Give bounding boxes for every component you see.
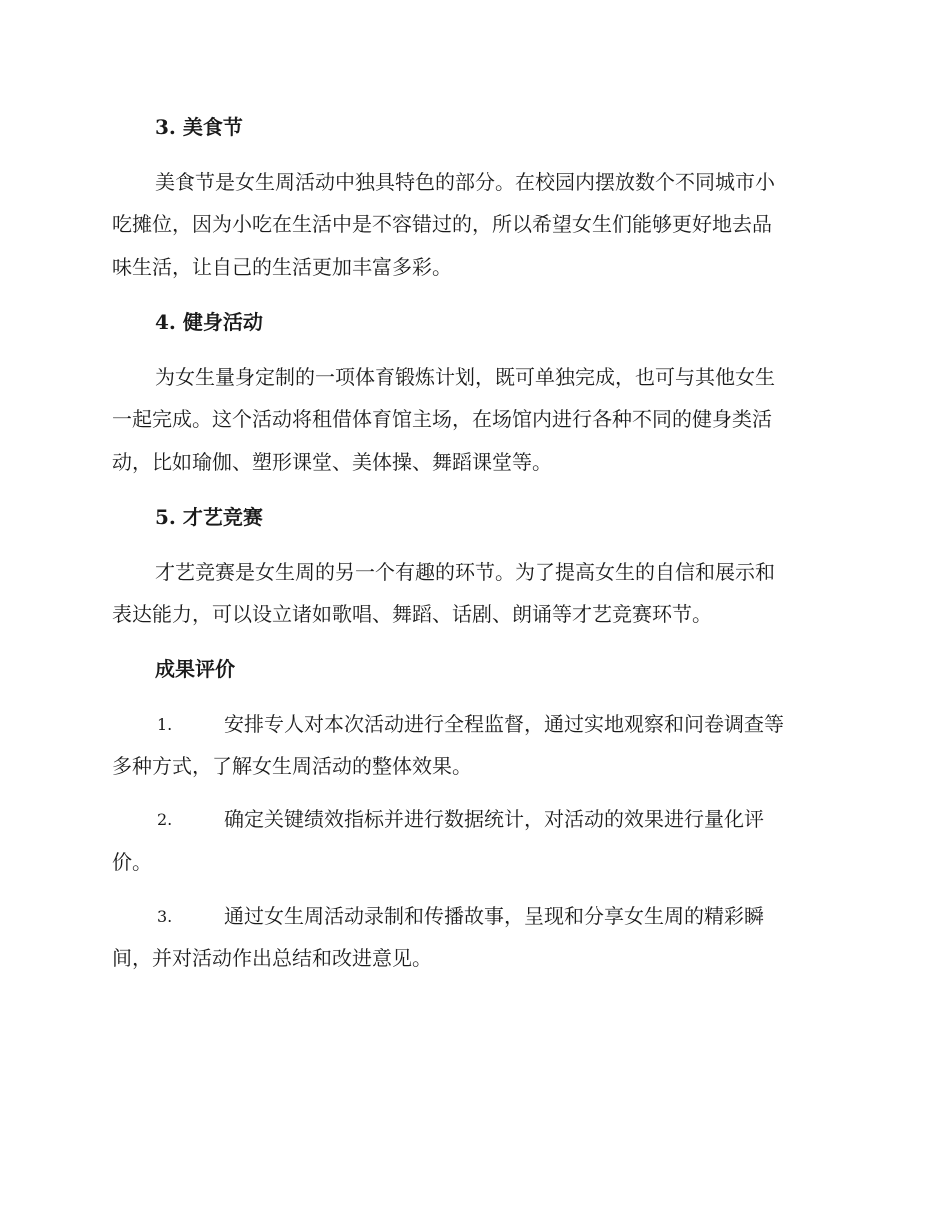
- list-item-line: 通过女生周活动录制和传播故事，呈现和分享女生周的精彩瞬: [224, 904, 764, 928]
- paragraph-line: 味生活，让自己的生活更加丰富多彩。: [112, 255, 452, 279]
- list-item-line: 价。: [112, 850, 152, 874]
- paragraph-line: 吃摊位，因为小吃在生活中是不容错过的，所以希望女生们能够更好地去品: [112, 212, 772, 236]
- list-item-number: 2.: [157, 810, 173, 829]
- paragraph-line: 才艺竞赛是女生周的另一个有趣的环节。为了提高女生的自信和展示和: [155, 560, 775, 584]
- paragraph-line: 为女生量身定制的一项体育锻炼计划，既可单独完成，也可与其他女生: [155, 365, 775, 389]
- list-item-number: 3.: [157, 907, 173, 926]
- paragraph-line: 动，比如瑜伽、塑形课堂、美体操、舞蹈课堂等。: [112, 450, 552, 474]
- list-item-line: 间，并对活动作出总结和改进意见。: [112, 946, 432, 970]
- section-heading-talent-contest: 5. 才艺竞赛: [155, 505, 263, 529]
- paragraph-line: 一起完成。这个活动将租借体育馆主场，在场馆内进行各种不同的健身类活: [112, 407, 772, 431]
- list-item-number: 1.: [157, 715, 173, 734]
- list-item-line: 安排专人对本次活动进行全程监督，通过实地观察和问卷调查等: [224, 712, 784, 736]
- section-heading-fitness: 4. 健身活动: [155, 310, 263, 334]
- list-item-line: 确定关键绩效指标并进行数据统计，对活动的效果进行量化评: [224, 807, 764, 831]
- paragraph-line: 美食节是女生周活动中独具特色的部分。在校园内摆放数个不同城市小: [155, 170, 775, 194]
- section-heading-evaluation: 成果评价: [155, 657, 235, 681]
- section-heading-food-festival: 3. 美食节: [155, 115, 243, 139]
- paragraph-line: 表达能力，可以设立诸如歌唱、舞蹈、话剧、朗诵等才艺竞赛环节。: [112, 602, 712, 626]
- list-item-line: 多种方式，了解女生周活动的整体效果。: [112, 754, 472, 778]
